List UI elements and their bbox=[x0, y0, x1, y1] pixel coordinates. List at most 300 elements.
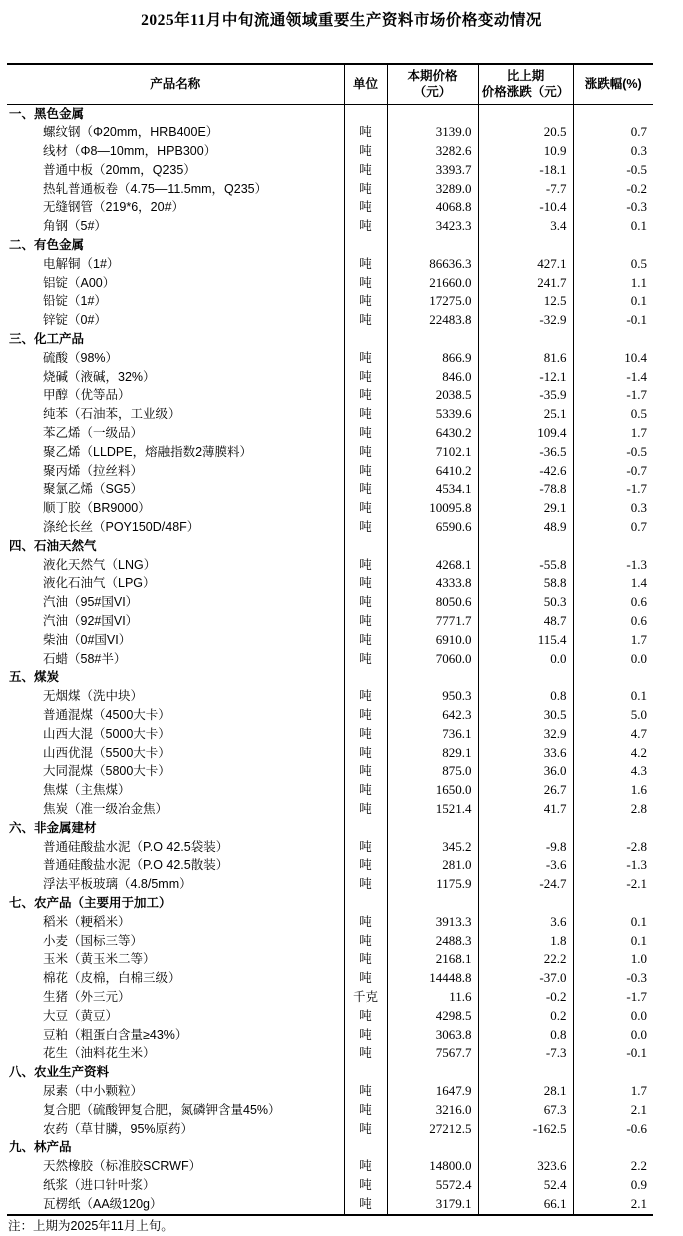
unit-cell: 吨 bbox=[344, 311, 387, 330]
pct-cell bbox=[573, 104, 653, 123]
change-cell bbox=[478, 894, 573, 913]
pct-cell: -2.1 bbox=[626, 876, 647, 892]
pct-cell bbox=[573, 236, 653, 255]
column-header-pct bbox=[573, 64, 653, 104]
table-row bbox=[7, 443, 653, 462]
change-cell: 29.1 bbox=[478, 499, 573, 518]
unit-cell: 吨 bbox=[344, 1101, 387, 1120]
change-cell: 30.5 bbox=[478, 706, 573, 725]
unit-cell: 吨 bbox=[344, 856, 387, 875]
table-row bbox=[7, 123, 653, 142]
change-cell: 25.1 bbox=[478, 405, 573, 424]
change-cell: 48.7 bbox=[478, 612, 573, 631]
table-row bbox=[7, 292, 653, 311]
unit-cell: 吨 bbox=[344, 480, 387, 499]
table-row bbox=[7, 142, 653, 161]
change-cell: -12.1 bbox=[478, 368, 573, 387]
change-cell: 109.4 bbox=[478, 424, 573, 443]
change-cell bbox=[478, 1138, 573, 1157]
product-cell: 苯乙烯（一级品） bbox=[7, 424, 344, 443]
price-cell bbox=[387, 104, 478, 123]
change-cell: -42.6 bbox=[478, 462, 573, 481]
table-row bbox=[7, 405, 653, 424]
price-cell: 846.0 bbox=[387, 368, 478, 387]
table-row bbox=[7, 856, 653, 875]
product-cell: 山西优混（5500大卡） bbox=[7, 744, 344, 763]
unit-cell: 吨 bbox=[344, 574, 387, 593]
pct-cell: -0.1 bbox=[626, 312, 647, 328]
change-cell bbox=[478, 668, 573, 687]
table-row bbox=[7, 631, 653, 650]
table-row bbox=[7, 368, 653, 387]
change-cell: 26.7 bbox=[478, 781, 573, 800]
pct-cell: -1.4 bbox=[626, 368, 647, 384]
table-row bbox=[7, 1082, 653, 1101]
footnote: 注：上期为2025年11月上旬。 bbox=[8, 1219, 174, 1233]
unit-cell: 吨 bbox=[344, 762, 387, 781]
product-cell: 复合肥（硫酸钾复合肥，氮磷钾含量45%） bbox=[7, 1101, 344, 1120]
price-cell: 8050.6 bbox=[387, 593, 478, 612]
product-cell: 聚丙烯（拉丝料） bbox=[7, 462, 344, 481]
table-row bbox=[7, 574, 653, 593]
pct-cell: -0.5 bbox=[626, 161, 647, 177]
change-cell: 67.3 bbox=[478, 1101, 573, 1120]
product-cell: 聚乙烯（LLDPE，熔融指数2薄膜料） bbox=[7, 443, 344, 462]
unit-cell: 吨 bbox=[344, 725, 387, 744]
change-cell: 3.4 bbox=[478, 217, 573, 236]
change-cell: 1.8 bbox=[478, 932, 573, 951]
product-cell: 普通硅酸盐水泥（P.O 42.5袋装） bbox=[7, 838, 344, 857]
product-cell: 大豆（黄豆） bbox=[7, 1007, 344, 1026]
unit-cell: 吨 bbox=[344, 744, 387, 763]
pct-cell: -0.2 bbox=[626, 180, 647, 196]
pct-cell: 2.1 bbox=[630, 1195, 647, 1211]
unit-cell: 吨 bbox=[344, 161, 387, 180]
pct-cell: -2.8 bbox=[626, 838, 647, 854]
pct-cell: 0.3 bbox=[630, 500, 647, 516]
pct-cell: -0.7 bbox=[626, 462, 647, 478]
page-title: 2025年11月中旬流通领域重要生产资料市场价格变动情况 bbox=[141, 12, 542, 29]
change-cell: 28.1 bbox=[478, 1082, 573, 1101]
unit-cell: 吨 bbox=[344, 969, 387, 988]
section-row bbox=[7, 894, 653, 913]
price-cell: 3289.0 bbox=[387, 180, 478, 199]
pct-cell: 0.1 bbox=[630, 218, 647, 234]
product-cell: 五、煤炭 bbox=[7, 668, 344, 687]
table-row bbox=[7, 1176, 653, 1195]
pct-cell: 0.0 bbox=[630, 1007, 647, 1023]
table-row bbox=[7, 988, 653, 1007]
pct-cell: -1.7 bbox=[626, 481, 647, 497]
price-cell bbox=[387, 1138, 478, 1157]
pct-cell bbox=[573, 330, 653, 349]
price-cell: 6590.6 bbox=[387, 518, 478, 537]
unit-cell: 吨 bbox=[344, 443, 387, 462]
product-cell: 生猪（外三元） bbox=[7, 988, 344, 1007]
table-row bbox=[7, 1044, 653, 1063]
change-cell: 12.5 bbox=[478, 292, 573, 311]
product-cell: 小麦（国标三等） bbox=[7, 932, 344, 951]
table-row bbox=[7, 650, 653, 669]
product-cell: 尿素（中小颗粒） bbox=[7, 1082, 344, 1101]
product-cell: 顺丁胶（BR9000） bbox=[7, 499, 344, 518]
price-cell: 4534.1 bbox=[387, 480, 478, 499]
price-cell: 3423.3 bbox=[387, 217, 478, 236]
unit-cell: 吨 bbox=[344, 950, 387, 969]
table-row bbox=[7, 612, 653, 631]
price-cell: 642.3 bbox=[387, 706, 478, 725]
section-row bbox=[7, 537, 653, 556]
change-cell: 81.6 bbox=[478, 349, 573, 368]
unit-cell: 吨 bbox=[344, 1195, 387, 1215]
unit-cell: 吨 bbox=[344, 274, 387, 293]
table-row bbox=[7, 1101, 653, 1120]
unit-cell: 吨 bbox=[344, 405, 387, 424]
pct-cell: 4.7 bbox=[630, 725, 647, 741]
pct-cell: -1.3 bbox=[626, 556, 647, 572]
table-row bbox=[7, 556, 653, 575]
table-row bbox=[7, 1026, 653, 1045]
column-header-price bbox=[387, 64, 478, 104]
change-cell bbox=[478, 330, 573, 349]
product-cell: 硫酸（98%） bbox=[7, 349, 344, 368]
unit-cell: 吨 bbox=[344, 1082, 387, 1101]
product-cell: 无烟煤（洗中块） bbox=[7, 687, 344, 706]
table-row bbox=[7, 744, 653, 763]
change-cell: 50.3 bbox=[478, 593, 573, 612]
product-cell: 花生（油料花生米） bbox=[7, 1044, 344, 1063]
price-cell bbox=[387, 537, 478, 556]
section-row bbox=[7, 819, 653, 838]
pct-cell: -0.6 bbox=[626, 1120, 647, 1136]
change-cell bbox=[478, 819, 573, 838]
unit-cell: 吨 bbox=[344, 932, 387, 951]
product-cell: 九、林产品 bbox=[7, 1138, 344, 1157]
pct-cell bbox=[573, 537, 653, 556]
price-cell: 7102.1 bbox=[387, 443, 478, 462]
unit-cell: 吨 bbox=[344, 217, 387, 236]
product-cell: 豆粕（粗蛋白含量≥43%） bbox=[7, 1026, 344, 1045]
change-cell: 0.2 bbox=[478, 1007, 573, 1026]
product-cell: 纯苯（石油苯，工业级） bbox=[7, 405, 344, 424]
price-cell: 7060.0 bbox=[387, 650, 478, 669]
unit-cell: 吨 bbox=[344, 800, 387, 819]
table-row bbox=[7, 480, 653, 499]
pct-cell bbox=[573, 668, 653, 687]
change-cell: 3.6 bbox=[478, 913, 573, 932]
change-cell: 32.9 bbox=[478, 725, 573, 744]
unit-cell: 吨 bbox=[344, 650, 387, 669]
column-header-change-line1: 比上期 bbox=[506, 69, 545, 83]
unit-cell bbox=[344, 236, 387, 255]
product-cell: 螺纹钢（Φ20mm，HRB400E） bbox=[7, 123, 344, 142]
table-row bbox=[7, 180, 653, 199]
change-cell: 48.9 bbox=[478, 518, 573, 537]
change-cell: -7.3 bbox=[478, 1044, 573, 1063]
table-row bbox=[7, 518, 653, 537]
price-cell: 281.0 bbox=[387, 856, 478, 875]
change-cell: 0.8 bbox=[478, 687, 573, 706]
product-cell: 聚氯乙烯（SG5） bbox=[7, 480, 344, 499]
unit-cell: 吨 bbox=[344, 123, 387, 142]
product-cell: 液化天然气（LNG） bbox=[7, 556, 344, 575]
product-cell: 甲醇（优等品） bbox=[7, 386, 344, 405]
table-row bbox=[7, 969, 653, 988]
product-cell: 玉米（黄玉米二等） bbox=[7, 950, 344, 969]
change-cell: -24.7 bbox=[478, 875, 573, 894]
change-cell: 22.2 bbox=[478, 950, 573, 969]
pct-cell: -1.7 bbox=[626, 988, 647, 1004]
pct-cell: 0.9 bbox=[630, 1176, 647, 1192]
column-header-pct-label: 涨跌幅(%) bbox=[584, 77, 642, 92]
table-row bbox=[7, 875, 653, 894]
product-cell: 焦煤（主焦煤） bbox=[7, 781, 344, 800]
product-cell: 一、黑色金属 bbox=[7, 104, 344, 123]
table-row bbox=[7, 1195, 653, 1215]
pct-cell: 5.0 bbox=[630, 707, 647, 722]
table-row bbox=[7, 462, 653, 481]
header-row bbox=[7, 64, 653, 104]
product-cell: 热轧普通板卷（4.75—11.5mm，Q235） bbox=[7, 180, 344, 199]
table-row bbox=[7, 1007, 653, 1026]
section-row bbox=[7, 236, 653, 255]
change-cell: 36.0 bbox=[478, 762, 573, 781]
product-cell: 农药（草甘膦，95%原药） bbox=[7, 1120, 344, 1139]
price-cell: 7771.7 bbox=[387, 612, 478, 631]
product-cell: 六、非金属建材 bbox=[7, 819, 344, 838]
price-cell: 6430.2 bbox=[387, 424, 478, 443]
unit-cell: 吨 bbox=[344, 1120, 387, 1139]
product-cell: 三、化工产品 bbox=[7, 330, 344, 349]
change-cell: 241.7 bbox=[478, 274, 573, 293]
table-row bbox=[7, 913, 653, 932]
pct-cell: 1.7 bbox=[630, 631, 647, 647]
unit-cell: 吨 bbox=[344, 556, 387, 575]
table-row bbox=[7, 725, 653, 744]
change-cell: 0.0 bbox=[478, 650, 573, 669]
product-cell: 纸浆（进口针叶浆） bbox=[7, 1176, 344, 1195]
change-cell: 20.5 bbox=[478, 123, 573, 142]
pct-cell: -0.5 bbox=[626, 443, 647, 459]
pct-cell bbox=[573, 894, 653, 913]
section-row bbox=[7, 104, 653, 123]
unit-cell: 吨 bbox=[344, 612, 387, 631]
product-cell: 七、农产品（主要用于加工） bbox=[7, 894, 344, 913]
section-row bbox=[7, 668, 653, 687]
price-cell: 3282.6 bbox=[387, 142, 478, 161]
change-cell bbox=[478, 104, 573, 123]
change-cell: -7.7 bbox=[478, 180, 573, 199]
unit-cell bbox=[344, 1063, 387, 1082]
pct-cell: 0.7 bbox=[630, 519, 647, 535]
price-cell bbox=[387, 894, 478, 913]
unit-cell: 吨 bbox=[344, 198, 387, 217]
table-row bbox=[7, 1157, 653, 1176]
price-cell bbox=[387, 236, 478, 255]
unit-cell bbox=[344, 894, 387, 913]
table-row bbox=[7, 800, 653, 819]
product-cell: 天然橡胶（标准胶SCRWF） bbox=[7, 1157, 344, 1176]
change-cell: -9.8 bbox=[478, 838, 573, 857]
pct-cell: 0.0 bbox=[630, 1026, 647, 1042]
price-cell bbox=[387, 819, 478, 838]
product-cell: 电解铜（1#） bbox=[7, 255, 344, 274]
unit-cell: 吨 bbox=[344, 368, 387, 387]
unit-cell: 吨 bbox=[344, 142, 387, 161]
pct-cell bbox=[573, 1063, 653, 1082]
pct-cell: 0.6 bbox=[630, 594, 647, 610]
unit-cell: 吨 bbox=[344, 1026, 387, 1045]
table-row bbox=[7, 161, 653, 180]
product-cell: 棉花（皮棉，白棉三级） bbox=[7, 969, 344, 988]
unit-cell bbox=[344, 1138, 387, 1157]
section-row bbox=[7, 330, 653, 349]
price-cell: 5339.6 bbox=[387, 405, 478, 424]
unit-cell: 吨 bbox=[344, 1157, 387, 1176]
change-cell: 66.1 bbox=[478, 1195, 573, 1215]
table-row bbox=[7, 706, 653, 725]
column-header-product-label: 产品名称 bbox=[150, 77, 201, 92]
column-header-price-line1: 本期价格 bbox=[407, 69, 458, 83]
product-cell: 稻米（粳稻米） bbox=[7, 913, 344, 932]
product-cell: 铝锭（A00） bbox=[7, 274, 344, 293]
section-row bbox=[7, 1138, 653, 1157]
pct-cell: 0.7 bbox=[630, 124, 647, 140]
product-cell: 锌锭（0#） bbox=[7, 311, 344, 330]
pct-cell: 2.8 bbox=[630, 800, 647, 816]
pct-cell: 1.7 bbox=[630, 425, 647, 441]
pct-cell: 4.3 bbox=[630, 763, 647, 779]
change-cell: -35.9 bbox=[478, 386, 573, 405]
pct-cell: -0.3 bbox=[626, 970, 647, 986]
price-cell: 11.6 bbox=[387, 988, 478, 1007]
column-header-product bbox=[7, 64, 344, 104]
table-row bbox=[7, 781, 653, 800]
product-cell: 普通混煤（4500大卡） bbox=[7, 706, 344, 725]
pct-cell: 4.2 bbox=[630, 744, 647, 760]
change-cell: 427.1 bbox=[478, 255, 573, 274]
unit-cell: 吨 bbox=[344, 180, 387, 199]
product-cell: 八、农业生产资料 bbox=[7, 1063, 344, 1082]
pct-cell: 0.1 bbox=[630, 293, 647, 309]
change-cell: -162.5 bbox=[478, 1120, 573, 1139]
product-cell: 烧碱（液碱，32%） bbox=[7, 368, 344, 387]
change-cell: -10.4 bbox=[478, 198, 573, 217]
price-cell: 2488.3 bbox=[387, 932, 478, 951]
product-cell: 焦炭（准一级冶金焦） bbox=[7, 800, 344, 819]
price-cell: 5572.4 bbox=[387, 1176, 478, 1195]
pct-cell: -1.3 bbox=[626, 857, 647, 873]
change-cell: -3.6 bbox=[478, 856, 573, 875]
change-cell: -37.0 bbox=[478, 969, 573, 988]
pct-cell: 10.4 bbox=[624, 349, 647, 365]
price-cell: 10095.8 bbox=[387, 499, 478, 518]
change-cell: -55.8 bbox=[478, 556, 573, 575]
unit-cell bbox=[344, 819, 387, 838]
unit-cell: 吨 bbox=[344, 593, 387, 612]
price-cell: 4068.8 bbox=[387, 198, 478, 217]
unit-cell: 吨 bbox=[344, 1044, 387, 1063]
unit-cell: 吨 bbox=[344, 838, 387, 857]
price-cell: 2038.5 bbox=[387, 386, 478, 405]
price-cell: 14800.0 bbox=[387, 1157, 478, 1176]
table-row bbox=[7, 386, 653, 405]
table-row bbox=[7, 217, 653, 236]
product-cell: 线材（Φ8—10mm，HPB300） bbox=[7, 142, 344, 161]
change-cell bbox=[478, 537, 573, 556]
price-cell: 1647.9 bbox=[387, 1082, 478, 1101]
table-row bbox=[7, 762, 653, 781]
pct-cell: -0.3 bbox=[626, 199, 647, 215]
change-cell: 52.4 bbox=[478, 1176, 573, 1195]
column-header-change-line2: 价格涨跌（元） bbox=[481, 85, 570, 100]
price-cell: 17275.0 bbox=[387, 292, 478, 311]
pct-cell: 1.4 bbox=[630, 575, 647, 591]
unit-cell: 吨 bbox=[344, 292, 387, 311]
product-cell: 瓦楞纸（AA级120g） bbox=[7, 1195, 344, 1215]
table-row bbox=[7, 349, 653, 368]
price-cell: 2168.1 bbox=[387, 950, 478, 969]
pct-cell bbox=[573, 1138, 653, 1157]
column-header-unit-label: 单位 bbox=[352, 77, 378, 92]
unit-cell: 吨 bbox=[344, 631, 387, 650]
product-cell: 汽油（92#国VI） bbox=[7, 612, 344, 631]
price-cell: 21660.0 bbox=[387, 274, 478, 293]
pct-cell: -0.1 bbox=[626, 1045, 647, 1061]
price-cell: 27212.5 bbox=[387, 1120, 478, 1139]
product-cell: 四、石油天然气 bbox=[7, 537, 344, 556]
unit-cell bbox=[344, 104, 387, 123]
product-cell: 大同混煤（5800大卡） bbox=[7, 762, 344, 781]
price-cell: 950.3 bbox=[387, 687, 478, 706]
price-cell: 3216.0 bbox=[387, 1101, 478, 1120]
change-cell: 0.8 bbox=[478, 1026, 573, 1045]
change-cell: -32.9 bbox=[478, 311, 573, 330]
change-cell: 41.7 bbox=[478, 800, 573, 819]
unit-cell: 吨 bbox=[344, 349, 387, 368]
pct-cell bbox=[573, 819, 653, 838]
change-cell: 115.4 bbox=[478, 631, 573, 650]
price-cell: 4333.8 bbox=[387, 574, 478, 593]
pct-cell: 0.3 bbox=[630, 143, 647, 159]
unit-cell: 吨 bbox=[344, 255, 387, 274]
price-cell: 6910.0 bbox=[387, 631, 478, 650]
change-cell: 58.8 bbox=[478, 574, 573, 593]
unit-cell: 吨 bbox=[344, 424, 387, 443]
product-cell: 涤纶长丝（POY150D/48F） bbox=[7, 518, 344, 537]
change-cell bbox=[478, 1063, 573, 1082]
price-cell: 3393.7 bbox=[387, 161, 478, 180]
section-row bbox=[7, 1063, 653, 1082]
price-cell: 4298.5 bbox=[387, 1007, 478, 1026]
pct-cell: 1.6 bbox=[630, 782, 647, 798]
change-cell: 10.9 bbox=[478, 142, 573, 161]
price-cell: 829.1 bbox=[387, 744, 478, 763]
unit-cell: 吨 bbox=[344, 462, 387, 481]
price-cell: 3063.8 bbox=[387, 1026, 478, 1045]
product-cell: 石蜡（58#半） bbox=[7, 650, 344, 669]
unit-cell bbox=[344, 668, 387, 687]
product-cell: 普通硅酸盐水泥（P.O 42.5散装） bbox=[7, 856, 344, 875]
table-row bbox=[7, 687, 653, 706]
unit-cell: 吨 bbox=[344, 1176, 387, 1195]
pct-cell: 0.5 bbox=[630, 255, 647, 271]
unit-cell: 吨 bbox=[344, 386, 387, 405]
unit-cell: 吨 bbox=[344, 875, 387, 894]
pct-cell: 2.1 bbox=[630, 1101, 647, 1117]
table-row bbox=[7, 274, 653, 293]
price-table bbox=[7, 63, 653, 1216]
